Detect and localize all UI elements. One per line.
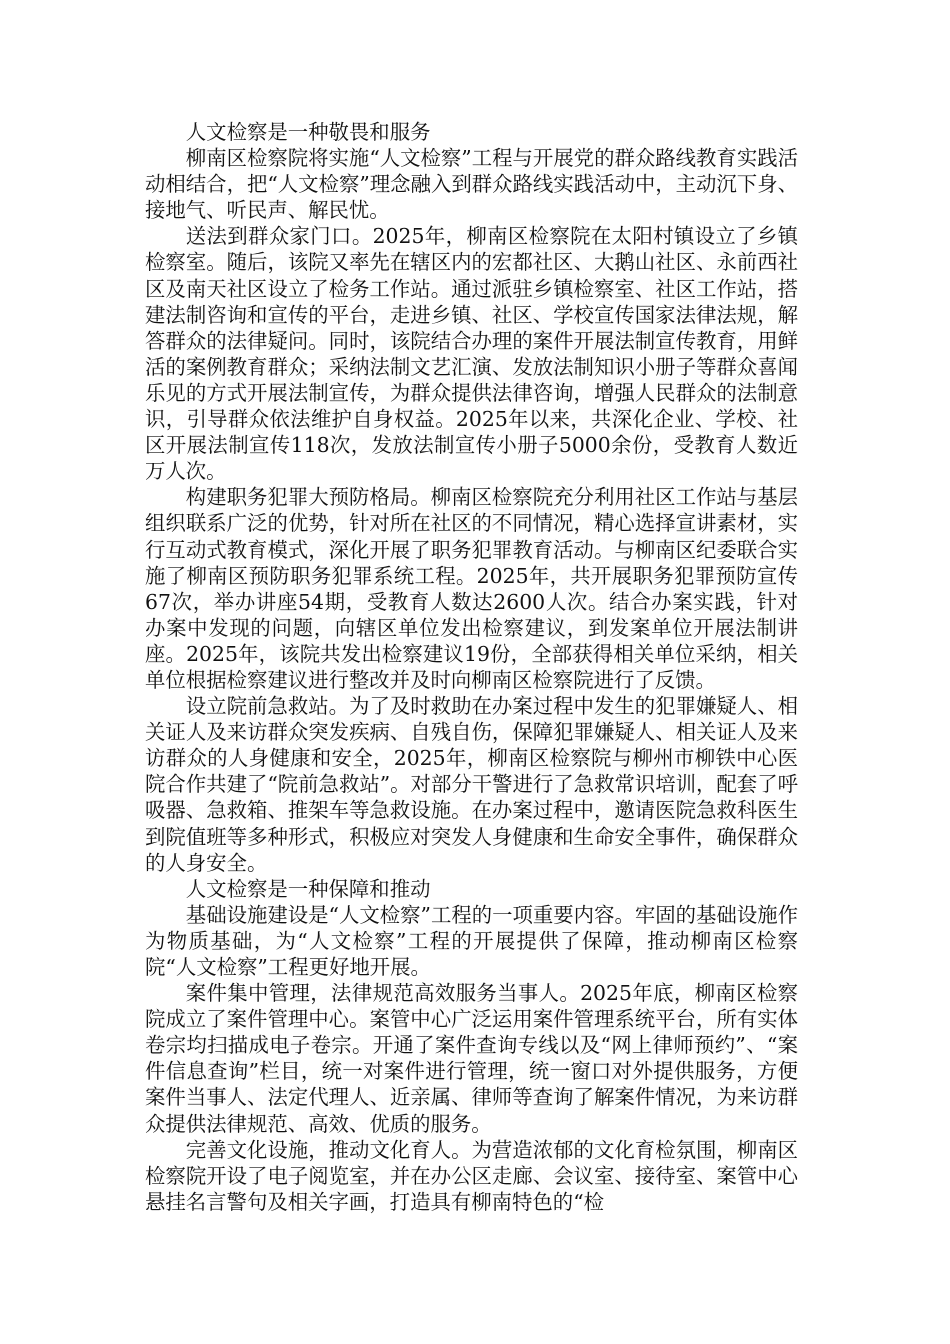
document-body — [145, 119, 798, 1215]
paragraph-crime-prevention: 构建职务犯罪大预防格局。柳南区检察院充分利用社区工作站与基层组织联系广泛的优势，针对所在社区的不同情况，精心选择宣讲素材，实行互动式教育模式，深化开展了职务犯罪教育活动。与柳南区纪委联合实施了柳南区预防职务犯罪系统工程。2025年，共开展职务犯罪预防宣传67次，举办讲座54期，受教育人数达2600人次。结合办案实践，针对办案中发现的问题，向辖区单位发出检察建议，到发案单位开展法制讲座。2025年，该院共发出检察建议19份，全部获得相关单位采纳，相关单位根据检察建议进行整改并及时向柳南区检察院进行了反馈。 — [145, 485, 798, 692]
paragraph-case-management: 案件集中管理，法律规范高效服务当事人。2025年底，柳南区检察院成立了案件管理中心。案管中心广泛运用案件管理系统平台，所有实体卷宗均扫描成电子卷宗。开通了案件查询专线以及“网上律师预约”、“案件信息查询”栏目，统一对案件进行管理，统一窗口对外提供服务，方便案件当事人、法定代理人、近亲属、律师等查询了解案件情况，为来访群众提供法律规范、高效、优质的服务。 — [145, 981, 798, 1136]
paragraph-infrastructure: 基础设施建设是“人文检察”工程的一项重要内容。牢固的基础设施作为物质基础，为“人文检察”工程的开展提供了保障，推动柳南区检察院“人文检察”工程更好地开展。 — [145, 902, 798, 979]
paragraph-culture-facilities: 完善文化设施，推动文化育人。为营造浓郁的文化育检氛围，柳南区检察院开设了电子阅览室，并在办公区走廊、会议室、接待室、案管中心悬挂名言警句及相关字画，打造具有柳南特色的“检 — [145, 1137, 798, 1214]
section-heading-1: 人文检察是一种敬畏和服务 — [185, 120, 431, 144]
section-heading-2: 人文检察是一种保障和推动 — [185, 876, 431, 901]
paragraph-first-aid-station: 设立院前急救站。为了及时救助在办案过程中发生的犯罪嫌疑人、相关证人及来访群众突发疾病、自残自伤，保障犯罪嫌疑人、相关证人及来访群众的人身健康和安全，2025年，柳南区检察院与柳州市柳铁中心医院合作共建了“院前急救站”。对部分干警进行了急救常识培训，配套了呼吸器、急救箱、推架车等急救设施。在办案过程中，邀请医院急救科医生到院值班等多种形式，积极应对突发人身健康和生命安全事件，确保群众的人身安全。 — [145, 694, 798, 875]
paragraph-intro: 柳南区检察院将实施“人文检察”工程与开展党的群众路线教育实践活动相结合，把“人文检察”理念融入到群众路线实践活动中，主动沉下身、接地气、听民声、解民忧。 — [145, 146, 798, 223]
paragraph-law-outreach: 送法到群众家门口。2025年，柳南区检察院在太阳村镇设立了乡镇检察室。随后，该院又率先在辖区内的宏都社区、大鹅山社区、永前西社区及南天社区设立了检务工作站。通过派驻乡镇检察室、社区工作站，搭建法制咨询和宣传的平台，走进乡镇、社区、学校宣传国家法律法规，解答群众的法律疑问。同时，该院结合办理的案件开展法制宣传教育，用鲜活的案例教育群众；采纳法制文艺汇演、发放法制知识小册子等群众喜闻乐见的方式开展法制宣传，为群众提供法律咨询，增强人民群众的法制意识，引导群众依法维护自身权益。2025年以来，共深化企业、学校、社区开展法制宣传118次，发放法制宣传小册子5000余份，受教育人数近万人次。 — [145, 224, 798, 484]
